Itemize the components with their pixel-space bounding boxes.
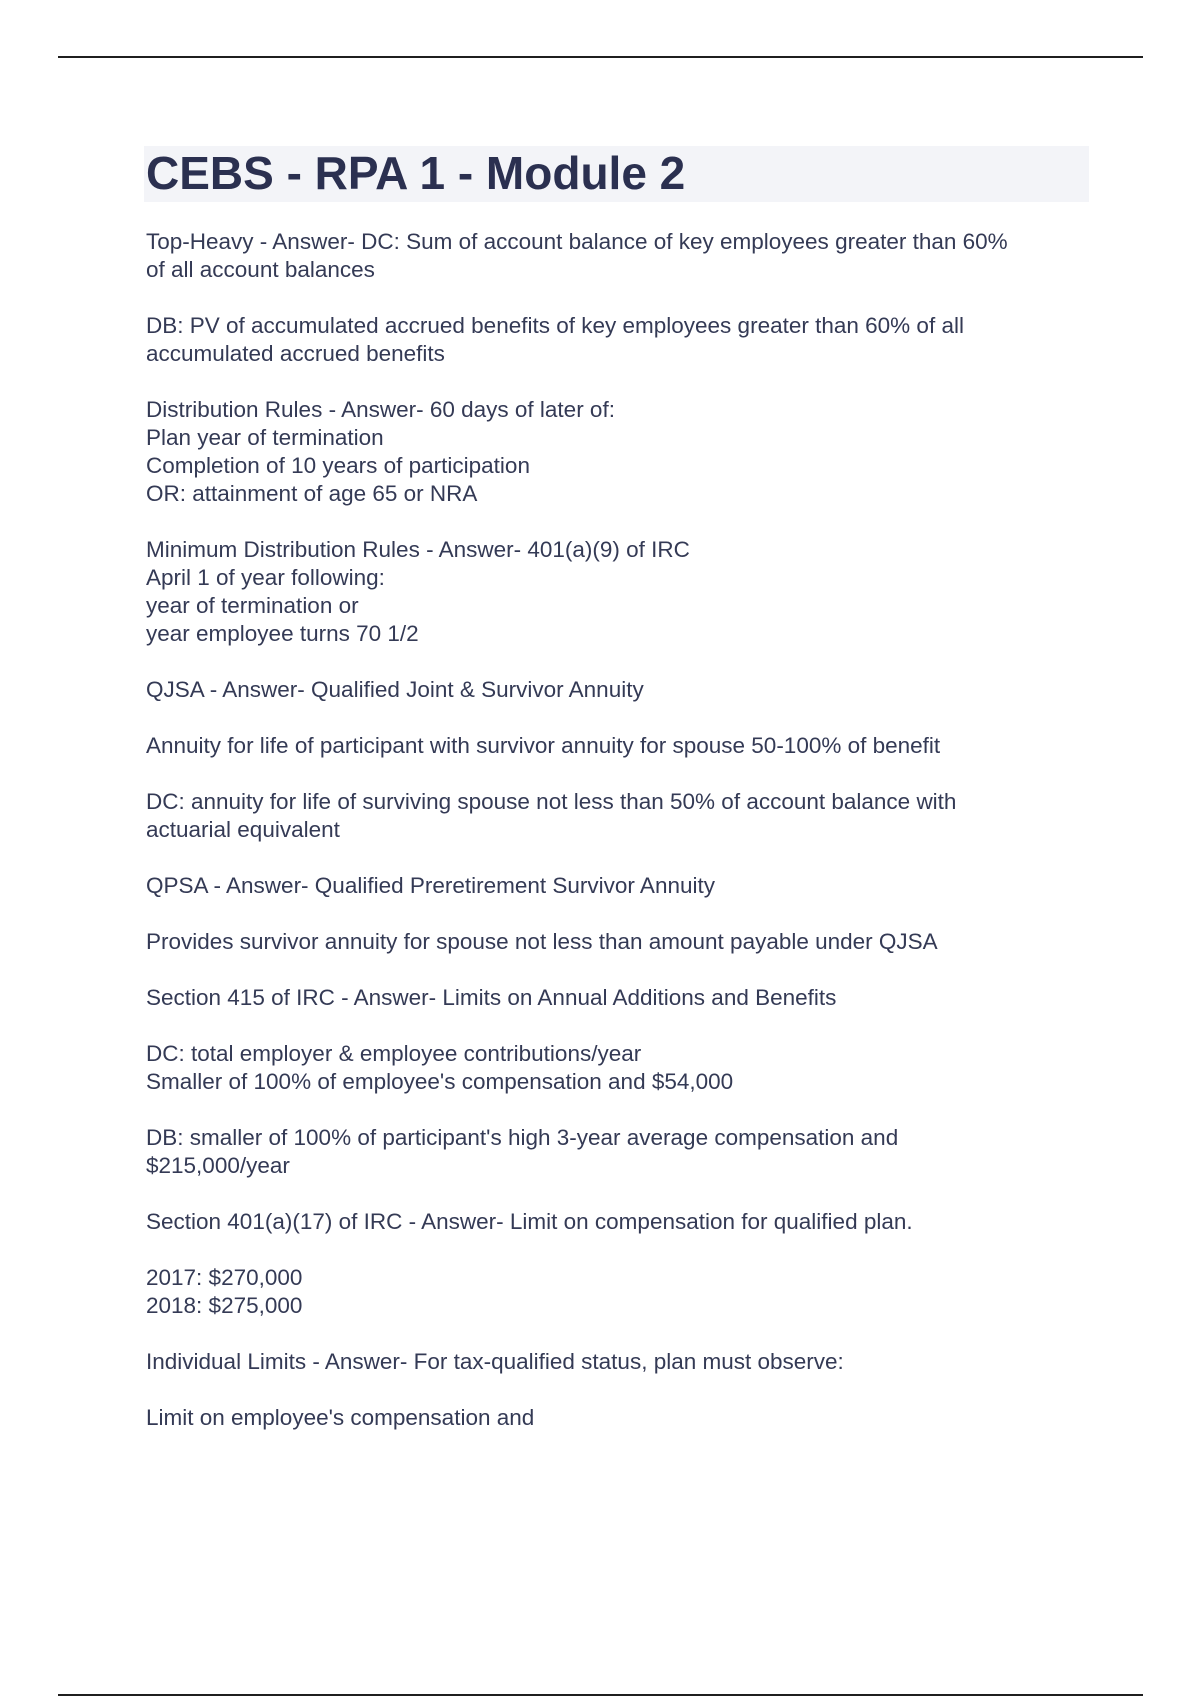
flashcard-paragraph <box>146 1264 1091 1320</box>
paragraph-line: April 1 of year following: <box>146 565 385 590</box>
paragraph-line: Minimum Distribution Rules - Answer- 401(a)(9) of IRC <box>146 537 690 562</box>
paragraph-line: accumulated accrued benefits <box>146 341 445 366</box>
flashcard-paragraph <box>146 1124 1091 1180</box>
flashcard-paragraph <box>146 732 1091 760</box>
page-title: CEBS - RPA 1 - Module 2 <box>146 147 686 199</box>
paragraph-line: Section 401(a)(17) of IRC - Answer- Limit on compensation for qualified plan. <box>146 1209 913 1234</box>
flashcard-paragraph <box>146 536 1091 648</box>
flashcard-paragraph <box>146 676 1091 704</box>
paragraph-line: Top-Heavy - Answer- DC: Sum of account balance of key employees greater than 60% <box>146 229 1008 254</box>
flashcard-paragraph <box>146 872 1091 900</box>
flashcard-paragraph <box>146 984 1091 1012</box>
flashcard-content <box>146 228 1091 1460</box>
flashcard-paragraph <box>146 788 1091 844</box>
paragraph-line: DB: PV of accumulated accrued benefits of key employees greater than 60% of all <box>146 313 964 338</box>
paragraph-line: OR: attainment of age 65 or NRA <box>146 481 478 506</box>
flashcard-paragraph <box>146 228 1091 284</box>
paragraph-line: Smaller of 100% of employee's compensation and $54,000 <box>146 1069 734 1094</box>
paragraph-line: QJSA - Answer- Qualified Joint & Survivor Annuity <box>146 677 644 702</box>
paragraph-line: 2018: $275,000 <box>146 1293 303 1318</box>
paragraph-line: Individual Limits - Answer- For tax-qualified status, plan must observe: <box>146 1349 844 1374</box>
flashcard-paragraph <box>146 1040 1091 1096</box>
paragraph-line: QPSA - Answer- Qualified Preretirement Survivor Annuity <box>146 873 715 898</box>
paragraph-line: Plan year of termination <box>146 425 384 450</box>
flashcard-paragraph <box>146 1348 1091 1376</box>
paragraph-line: Limit on employee's compensation and <box>146 1405 535 1430</box>
flashcard-paragraph <box>146 312 1091 368</box>
paragraph-line: 2017: $270,000 <box>146 1265 303 1290</box>
paragraph-line: year of termination or <box>146 593 359 618</box>
bottom-divider <box>58 1694 1143 1696</box>
paragraph-line: actuarial equivalent <box>146 817 340 842</box>
paragraph-line: Section 415 of IRC - Answer- Limits on Annual Additions and Benefits <box>146 985 837 1010</box>
paragraph-line: Annuity for life of participant with survivor annuity for spouse 50-100% of benefit <box>146 733 941 758</box>
flashcard-paragraph <box>146 396 1091 508</box>
paragraph-line: of all account balances <box>146 257 375 282</box>
paragraph-line: $215,000/year <box>146 1153 290 1178</box>
paragraph-line: DC: annuity for life of surviving spouse not less than 50% of account balance with <box>146 789 957 814</box>
top-divider <box>58 56 1143 58</box>
paragraph-line: year employee turns 70 1/2 <box>146 621 419 646</box>
paragraph-line: DC: total employer & employee contributions/year <box>146 1041 642 1066</box>
flashcard-paragraph <box>146 1404 1091 1432</box>
paragraph-line: DB: smaller of 100% of participant's high 3-year average compensation and <box>146 1125 899 1150</box>
flashcard-paragraph <box>146 928 1091 956</box>
paragraph-line: Completion of 10 years of participation <box>146 453 530 478</box>
paragraph-line: Distribution Rules - Answer- 60 days of later of: <box>146 397 615 422</box>
paragraph-line: Provides survivor annuity for spouse not less than amount payable under QJSA <box>146 929 938 954</box>
flashcard-paragraph <box>146 1208 1091 1236</box>
